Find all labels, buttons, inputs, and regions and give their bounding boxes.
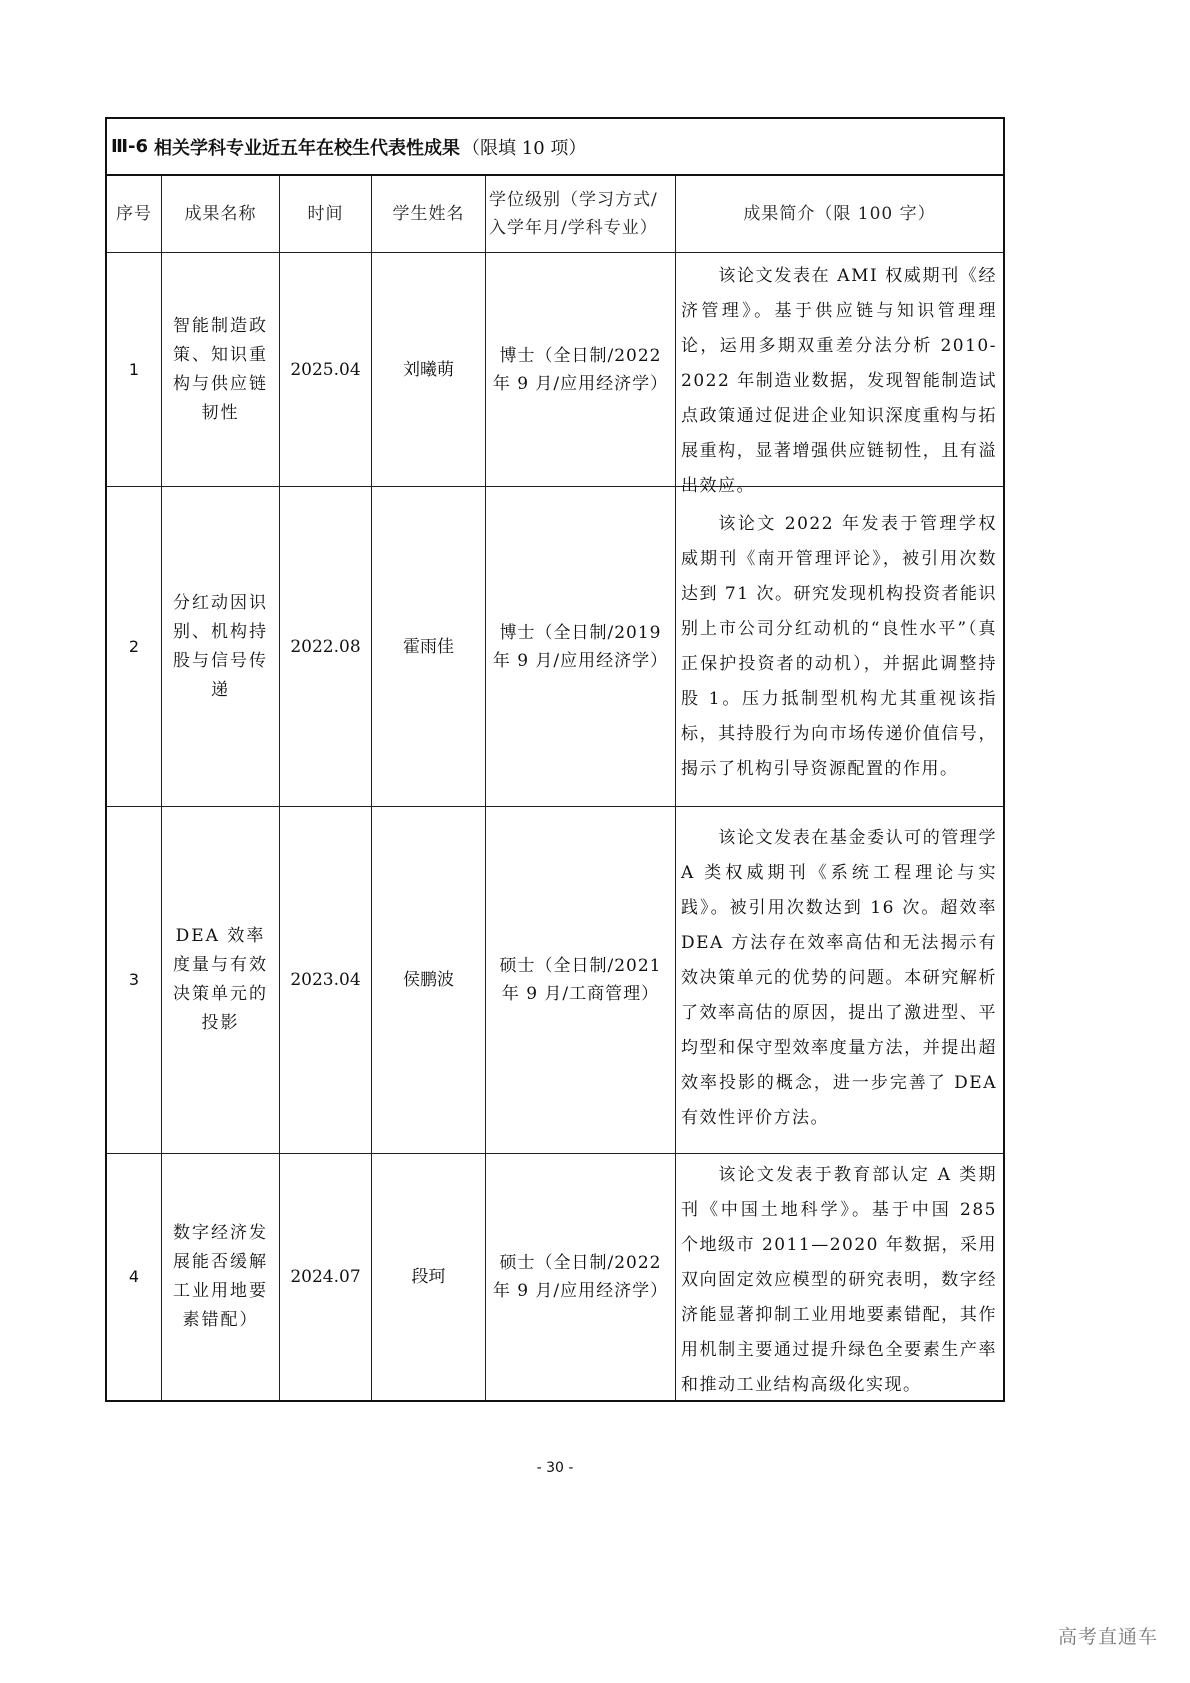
- table-row: [107, 807, 1003, 1154]
- row-summary-text: 该论文发表在 AMI 权威期刊《经济管理》。基于供应链与知识管理理论，运用多期双重差分法分析 2010-2022 年制造业数据，发现智能制造试点政策通过促进企业知识深度重构与拓展重构，显著增强供应链韧性，且有溢出效应。: [681, 266, 997, 496]
- row-student: 霍雨佳: [372, 487, 486, 806]
- row-summary: [676, 253, 1003, 496]
- header-summary: 成果简介（限 100 字）: [743, 204, 936, 224]
- header-student: 学生姓名: [372, 176, 486, 252]
- row-achievement-name: 数字经济发展能否缓解工业用地要素错配）: [162, 1154, 280, 1400]
- row-achievement-name: 智能制造政策、知识重构与供应链韧性: [162, 253, 280, 486]
- row-student: 刘曦萌: [372, 253, 486, 486]
- watermark: 高考直通车: [1057, 1626, 1158, 1648]
- row-degree: 博士（全日制/2022 年 9 月/应用经济学）: [486, 253, 676, 486]
- section-code: Ⅲ-6: [111, 136, 149, 157]
- row-degree: 硕士（全日制/2021 年 9 月/工商管理）: [486, 807, 676, 1153]
- row-summary-text: 该论文发表在基金委认可的管理学 A 类权威期刊《系统工程理论与实践》。被引用次数达到 16 次。超效率 DEA 方法存在效率高估和无法揭示有效决策单元的优势的问题。本研究解析了效率高估的原因，提出了激进型、平均型和保守型效率度量方法，并提出超效率投影的概念，进一步完善了 DEA 有效性评价方法。: [681, 828, 997, 1128]
- row-time: 2025.04: [280, 253, 372, 486]
- achievements-table: [105, 117, 1005, 1402]
- table-row: [107, 253, 1003, 496]
- section-title-text: 相关学科专业近五年在校生代表性成果: [154, 137, 461, 159]
- table-row: [107, 487, 1003, 807]
- page-number: - 30 -: [536, 1460, 574, 1476]
- row-summary-text: 该论文发表于教育部认定 A 类期刊《中国土地科学》。基于中国 285 个地级市 2011—2020 年数据，采用双向固定效应模型的研究表明，数字经济能显著抑制工业用地要素错配，其作用机制主要通过提升绿色全要素生产率和推动工业结构高级化实现。: [681, 1165, 997, 1395]
- row-summary: [676, 807, 1003, 1153]
- row-degree: 硕士（全日制/2022 年 9 月/应用经济学）: [486, 1154, 676, 1400]
- row-achievement-name: DEA 效率度量与有效决策单元的投影: [162, 807, 280, 1153]
- row-degree: 博士（全日制/2019 年 9 月/应用经济学）: [486, 487, 676, 806]
- row-index: 2: [107, 487, 162, 806]
- row-summary: [676, 1154, 1003, 1400]
- table-header-row: [107, 176, 1003, 253]
- table-row: [107, 1154, 1003, 1400]
- row-student: 侯鹏波: [372, 807, 486, 1153]
- header-index: 序号: [107, 176, 162, 252]
- row-summary: [676, 487, 1003, 806]
- section-note: （限填 10 项）: [462, 137, 587, 159]
- row-student: 段珂: [372, 1154, 486, 1400]
- row-index: 3: [107, 807, 162, 1153]
- row-time: 2023.04: [280, 807, 372, 1153]
- row-achievement-name: 分红动因识别、机构持股与信号传递: [162, 487, 280, 806]
- row-index: 1: [107, 253, 162, 486]
- header-degree: 学位级别（学习方式/入学年月/学科专业）: [486, 176, 676, 252]
- header-name: 成果名称: [162, 176, 280, 252]
- header-time: 时间: [280, 176, 372, 252]
- row-time: 2022.08: [280, 487, 372, 806]
- row-time: 2024.07: [280, 1154, 372, 1400]
- row-index: 4: [107, 1154, 162, 1400]
- section-title: [107, 119, 1003, 176]
- row-summary-text: 该论文 2022 年发表于管理学权威期刊《南开管理评论》，被引用次数达到 71 次。研究发现机构投资者能识别上市公司分红动机的“良性水平”（真正保护投资者的动机），并据此调整持股 1。压力抵制型机构尤其重视该指标，其持股行为向市场传递价值信号，揭示了机构引导资源配置的作用。: [681, 514, 997, 779]
